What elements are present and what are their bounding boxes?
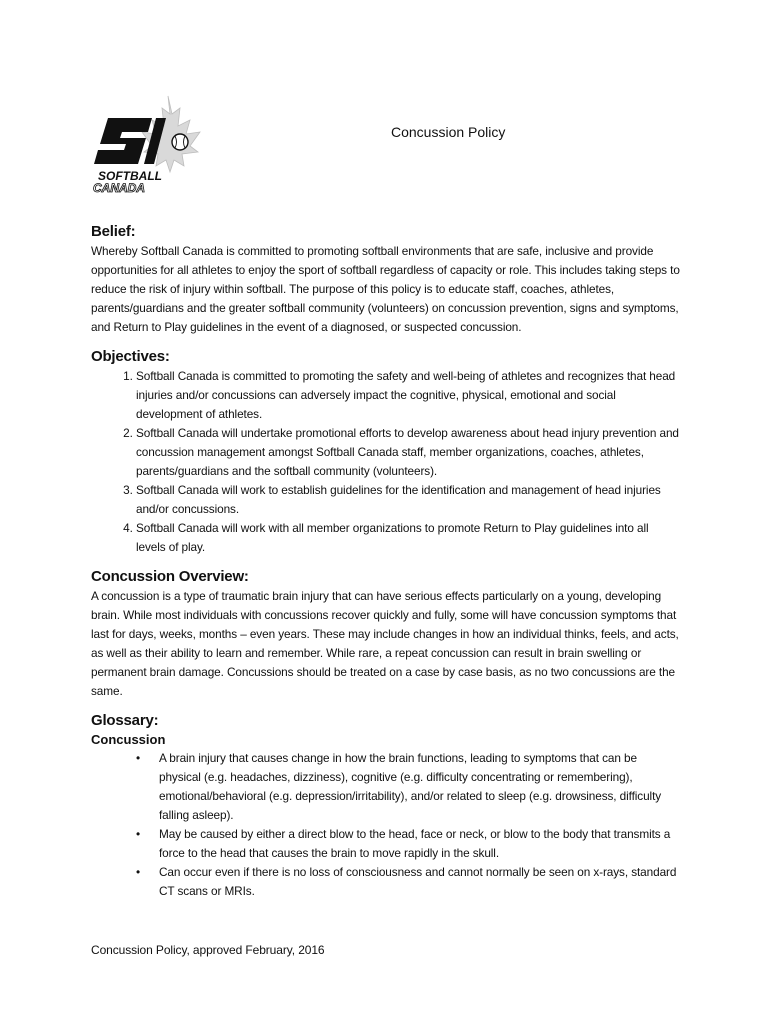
glossary-bullet-text: May be caused by either a direct blow to the head, face or neck, or blow to the body that transmits a force to the head that causes the brain to move rapidly in the skull.	[159, 827, 671, 860]
glossary-bullet-item	[136, 863, 681, 901]
glossary-heading: Glossary:	[91, 712, 159, 729]
belief-text: Whereby Softball Canada is committed to promoting softball environments that are safe, inclusive and provide opportunities for all athletes to enjoy the sport of softball regardless of capacity or role. This includes taking steps to reduce the risk of injury within softball. The purpose of this policy is to educate staff, coaches, athletes, parents/guardians and the greater softball community (volunteers) on concussion prevention, signs and symptoms, and Return to Play guidelines in the event of a diagnosed, or suspected concussion.	[91, 244, 680, 334]
logo-text-softball: SOFTBALL	[98, 169, 162, 183]
objective-item: 3. Softball Canada will work to establish guidelines for the identification and management of head injuries and/or concussions.	[136, 481, 681, 519]
objectives-section	[91, 347, 681, 557]
objective-item: 4. Softball Canada will work with all member organizations to promote Return to Play guidelines into all levels of play.	[136, 519, 681, 557]
objective-item: 2. Softball Canada will undertake promotional efforts to develop awareness about head injury prevention and concussion management amongst Softball Canada staff, member organizations, coaches, athletes, parents/guardians and the softball community (volunteers).	[136, 424, 681, 481]
belief-section	[91, 222, 681, 337]
glossary-bullet-item	[136, 749, 681, 825]
glossary-bullet-text: A brain injury that causes change in how the brain functions, leading to symptoms that can be physical (e.g. headaches, dizziness), cognitive (e.g. difficulty concentrating or remembering), emotional/behavioral (e.g. depression/irritability), and/or related to sleep (e.g. drowsiness, difficulty falling asleep).	[159, 751, 662, 822]
overview-heading: Concussion Overview:	[91, 568, 249, 585]
logo-text-canada: CANADA	[93, 181, 145, 195]
objectives-list	[91, 367, 681, 557]
bullet-icon: •	[136, 865, 141, 879]
page-footer: Concussion Policy, approved February, 2016	[91, 943, 325, 957]
glossary-section	[91, 711, 681, 901]
document-body	[91, 222, 681, 901]
glossary-bullet-text: Can occur even if there is no loss of consciousness and cannot normally be seen on x-rays, standard CT scans or MRIs.	[159, 865, 677, 898]
overview-text: A concussion is a type of traumatic brain injury that can have serious effects particularly on a young, developing brain. While most individuals with concussions recover quickly and fully, some will have concussion symptoms that last for days, weeks, months – even years. These may include changes in how an individual thinks, feels, and acts, as well as their ability to learn and remember. While rare, a repeat concussion can result in brain swelling or permanent brain damage. Concussions should be treated on a case by case basis, as no two concussions are the same.	[91, 589, 679, 698]
objective-item: 1. Softball Canada is committed to promoting the safety and well-being of athletes and recognizes that head injuries and/or concussions can adversely impact the cognitive, physical, emotional and social development of athletes.	[136, 367, 681, 424]
objectives-heading: Objectives:	[91, 348, 170, 365]
glossary-term-concussion: Concussion	[91, 732, 166, 747]
overview-section	[91, 567, 681, 701]
glossary-bullet-item	[136, 825, 681, 863]
belief-heading: Belief:	[91, 223, 136, 240]
glossary-bullet-list	[91, 749, 681, 901]
softball-canada-logo	[90, 92, 210, 200]
bullet-icon: •	[136, 751, 141, 765]
document-title: Concussion Policy	[391, 124, 506, 140]
bullet-icon: •	[136, 827, 141, 841]
